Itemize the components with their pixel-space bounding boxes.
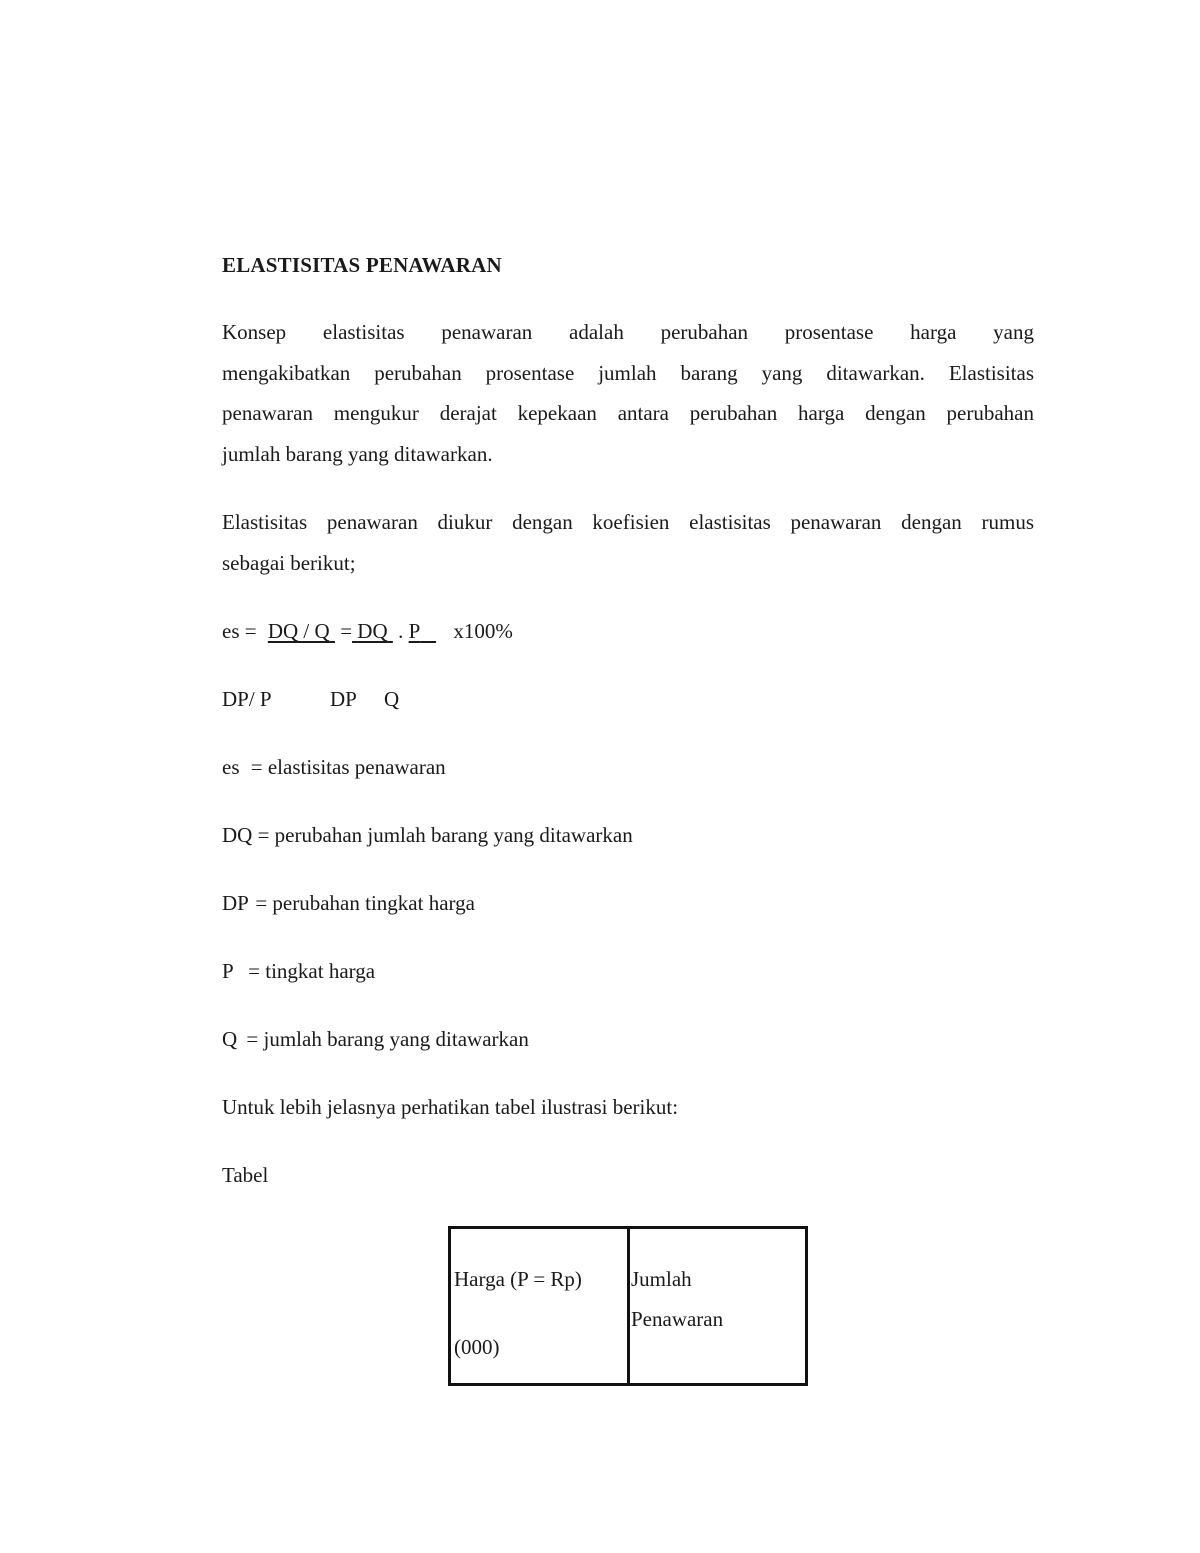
table-header-supply-line1: Jumlah [631,1267,692,1291]
formula-denominator-line [222,686,400,712]
formula-numerator-line [222,618,513,644]
definition-text: = tingkat harga [248,959,376,983]
table-intro: Untuk lebih jelasnya perhatikan tabel ilustrasi berikut: [222,1095,679,1119]
table-header-supply-line2: Penawaran [631,1307,724,1331]
definition-symbol: es [222,755,240,779]
definition-dp [222,890,475,916]
definition-q [222,1026,529,1052]
formula-dq: DQ [357,619,388,643]
formula-dp: DP [330,687,357,711]
formula-dot: . [398,619,404,643]
paragraph-measurement [222,502,1034,583]
formula-equals: = [340,619,353,643]
paragraph-line: mengakibatkan perubahan prosentase jumlah barang yang ditawarkan. Elastisitas [222,360,1034,385]
document-page [222,0,1034,1553]
table-header-price-unit: (000) [454,1335,500,1359]
table-header-price-label: Harga (P = Rp) [454,1267,582,1291]
definition-symbol: DQ [222,823,253,847]
formula-dp-over-p: DP/ P [222,687,272,711]
paragraph-line: sebagai berikut; [222,550,356,575]
definition-text: = perubahan tingkat harga [255,891,475,915]
paragraph-line: jumlah barang yang ditawarkan. [222,441,493,466]
table-caption: Tabel [222,1163,269,1187]
paragraph-line: Konsep elastisitas penawaran adalah perubahan prosentase harga yang [222,320,1034,344]
paragraph-line: penawaran mengukur derajat kepekaan antara perubahan harga dengan perubahan [222,401,1034,425]
formula-q: Q [384,687,400,711]
formula-p: P [408,619,421,643]
definition-es [222,754,446,780]
formula-es-label: es = [222,619,257,643]
definition-dq [222,822,633,848]
definition-symbol: P [222,959,233,983]
formula-dq-over-q: DQ / Q [267,619,330,643]
definition-symbol: DP [222,891,249,915]
definition-text: = perubahan jumlah barang yang ditawarkan [257,823,633,847]
definition-text: = jumlah barang yang ditawarkan [246,1027,529,1051]
paragraph-definition [222,312,1034,474]
definition-text: = elastisitas penawaran [250,755,446,779]
table-header-price [451,1229,630,1383]
paragraph-line: Elastisitas penawaran diukur dengan koefisien elastisitas penawaran dengan rumus [222,510,1034,534]
definition-p [222,958,375,984]
document-title: ELASTISITAS PENAWARAN [222,253,502,277]
price-supply-table [448,1226,808,1386]
definition-symbol: Q [222,1027,238,1051]
table-header-supply [630,1229,805,1383]
formula-multiplier: x100% [453,619,513,643]
